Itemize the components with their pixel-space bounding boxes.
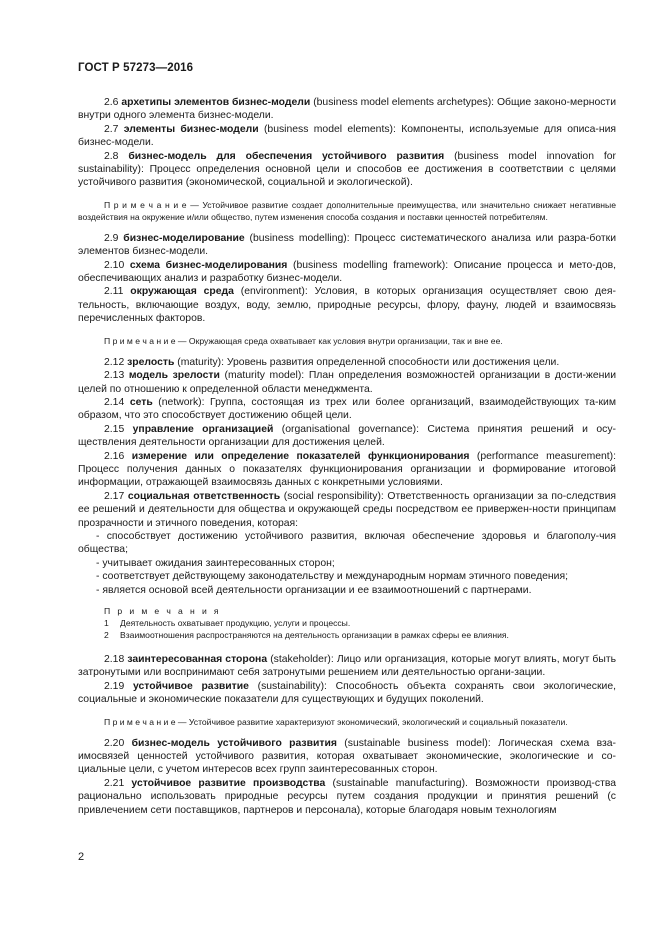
note-2-19: П р и м е ч а н и е — Устойчивое развитие характеризуют экономический, экологический и социальный показатели. bbox=[104, 716, 568, 727]
term: устойчивое развитие bbox=[132, 680, 249, 692]
clause-2-9: 2.9 бизнес-моделирование (business modelling): Процесс систематического анализа или разра-ботки элементов бизнес-модели. bbox=[78, 232, 617, 258]
clause-2-8: 2.8 бизнес-модель для обеспечения устойчивого развития (business model innovation for sustainability): Процесс определения основной цели и способов ее достижения в соответствии с целями устойчивого развития (экономической, социальной и экологической). bbox=[78, 150, 616, 189]
clause-2-16: 2.16 измерение или определение показателей функционирования (performance measurement): Процесс получения данных о показателях функционирования организации и формирование итоговой информации, отражающей взаимосвязь данных с конкретными условиями. bbox=[78, 450, 617, 489]
term: архетипы элементов бизнес-модели bbox=[121, 97, 311, 108]
clause-2-14: 2.14 сеть (network): Группа, состоящая из трех или более организаций, взаимодействующих та-ким образом, что это способствует достижению общей цели. bbox=[78, 396, 617, 422]
list-item: - учитывает ожидания заинтересованных сторон; bbox=[96, 557, 335, 569]
notes-label: П р и м е ч а н и я bbox=[104, 606, 221, 616]
list-item: - способствует достижению устойчивого развития, включая обеспечение здоровья и благополу-чия общества; bbox=[78, 530, 616, 556]
term: социальная ответственность bbox=[127, 490, 281, 502]
term: элементы бизнес-модели bbox=[123, 123, 259, 135]
note-label: П р и м е ч а н и е bbox=[104, 199, 187, 210]
term: зрелость bbox=[127, 356, 175, 368]
clause-2-11: 2.11 окружающая среда (environment): Условия, в которых организация осуществляет свою дея-тельность, включающие воздух, воду, землю, природные ресурсы, флору, фауну, людей и взаимосвязь перечисленных факторов. bbox=[78, 286, 616, 325]
note-2-11: П р и м е ч а н и е — Окружающая среда охватывает как условия внутри организации, так и вне ее. bbox=[104, 335, 503, 346]
document-header: ГОСТ Р 57273—2016 bbox=[78, 62, 194, 74]
term: управление организацией bbox=[132, 423, 274, 435]
notes-2-17 bbox=[78, 605, 616, 641]
term: бизнес-моделирование bbox=[123, 232, 245, 244]
clause-2-12: 2.12 зрелость (maturity): Уровень развития определенной способности или достижения цели. bbox=[104, 356, 560, 368]
note-item: 1 Деятельность охватывает продукцию, услуги и процессы. bbox=[104, 618, 351, 628]
clause-2-7: 2.7 элементы бизнес-модели (business model elements): Компоненты, используемые для описа-ния бизнес-модели. bbox=[78, 123, 617, 149]
note-label: П р и м е ч а н и е bbox=[104, 335, 176, 346]
term: модель зрелости bbox=[128, 370, 220, 382]
list-item: - соответствует действующему законодательству и международным нормам этичного поведения; bbox=[96, 571, 568, 583]
page bbox=[78, 62, 616, 817]
note-label: П р и м е ч а н и е bbox=[104, 716, 176, 727]
clause-2-21: 2.21 устойчивое развитие производства (sustainable manufacturing). Возможности производ-ства рационально использовать природные ресурсы путем создания продукции и принятия решений (с привлечением сети поставщиков, партнеров и персонала), которые благодаря новым технологиям bbox=[78, 777, 617, 816]
list-item: - является основой всей деятельности организации и ее взаимоотношений с партнерами. bbox=[96, 584, 532, 596]
term: устойчивое развитие производства bbox=[131, 777, 326, 789]
term: бизнес-модель для обеспечения устойчивого развития bbox=[128, 150, 445, 162]
term: схема бизнес-моделирования bbox=[129, 259, 288, 271]
note-2-8: П р и м е ч а н и е — Устойчивое развитие создает дополнительные преимущества, или значительно снижает негативные воздействия на окружение и/или общество, путем изменения способа создания и поставки ценностей потребителям. bbox=[78, 199, 617, 222]
clause-2-6: 2.6 архетипы элементов бизнес-модели (business model elements archetypes): Общие законо-мерности внутри одного элемента бизнес-модели. bbox=[78, 97, 616, 122]
term: измерение или определение показателей функционирования bbox=[131, 450, 470, 462]
clause-2-10: 2.10 схема бизнес-моделирования (business modelling framework): Описание процесса и мето-дов, обеспечивающих анализ и разработку бизнес-модели. bbox=[78, 259, 617, 285]
clause-2-18: 2.18 заинтересованная сторона (stakeholder): Лицо или организация, которые могут влиять, могут быть затронутыми или воспринимают себя затронутыми решением или деятельностью органи-зации. bbox=[78, 654, 617, 679]
clause-2-17: 2.17 социальная ответственность (social responsibility): Ответственность организации за по-следствия ее решений и деятельности для общества и окружающей среды посредством ее привержен-ности принципам прозрачности и этичного поведения, которая: bbox=[78, 490, 617, 529]
term: сеть bbox=[129, 396, 153, 408]
term: бизнес-модель устойчивого развития bbox=[131, 737, 337, 749]
clause-2-13: 2.13 модель зрелости (maturity model): План определения возможностей организации в дости-жении целей по отношению к определенной области менеджмента. bbox=[78, 370, 617, 395]
page-number: 2 bbox=[78, 851, 85, 863]
term: заинтересованная сторона bbox=[127, 654, 268, 665]
clause-2-20: 2.20 бизнес-модель устойчивого развития (sustainable business model): Логическая схема вза-имосвязей ценностей устойчивого развития, которая охватывает экономические, экологические и со-циальные цели, с учетом интересов всех групп заинтересованных сторон. bbox=[78, 737, 617, 776]
note-item: 2 Взаимоотношения распространяются на деятельность организации в рамках сферы ее влияния. bbox=[104, 630, 509, 640]
clause-2-15: 2.15 управление организацией (organisational governance): Система принятия решений и осу-ществления деятельности организации для достижения целей. bbox=[78, 423, 617, 449]
clause-2-19: 2.19 устойчивое развитие (sustainability): Способность объекта сохранять свои экологические, социальные и экономические показатели для существующих и будущих поколений. bbox=[78, 680, 616, 706]
term: окружающая среда bbox=[130, 286, 234, 298]
